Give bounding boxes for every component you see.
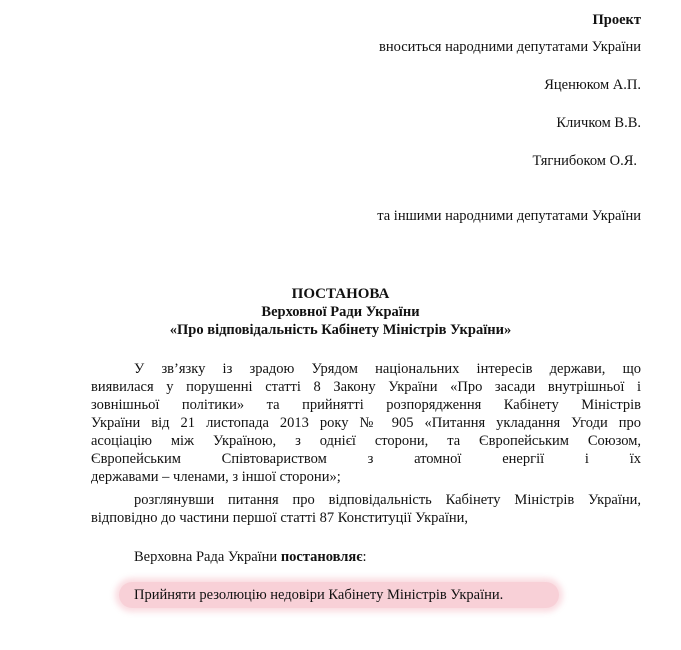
other-deputies: та іншими народними депутатами України bbox=[377, 208, 641, 224]
resolution-subject-title: «Про відповідальність Кабінету Міністрів України» bbox=[169, 322, 512, 338]
resolve-line bbox=[134, 548, 367, 566]
considering-paragraph bbox=[91, 491, 641, 527]
submitted-by: вноситься народними депутатами України bbox=[378, 39, 641, 55]
preamble-line: У зв’язку із зрадою Урядом національних інтересів держави, що bbox=[134, 361, 641, 377]
preamble-line: України від 21 листопада 2013 року № 905 «Питання укладання Угоди про bbox=[91, 415, 641, 431]
resolution-text: Прийняти резолюцію недовіри Кабінету Міністрів України. bbox=[134, 587, 504, 603]
preamble-paragraph bbox=[91, 360, 641, 486]
deputy-klychko: Кличком В.В. bbox=[556, 115, 641, 131]
document-type-title: ПОСТАНОВА bbox=[291, 286, 390, 302]
issuer-title: Верховної Ради України bbox=[261, 304, 420, 320]
considering-line: відповідно до частини першої статті 87 Конституції України, bbox=[91, 510, 469, 526]
preamble-line: виявилася у порушенні статті 8 Закону України «Про засади внутрішньої і bbox=[91, 379, 641, 395]
preamble-line: державами – членами, з іншої сторони»; bbox=[91, 469, 341, 485]
considering-line: розглянувши питання про відповідальність Кабінету Міністрів України, bbox=[134, 492, 641, 508]
preamble-line: асоціацію між Україною, з однієї сторони, та Європейським Союзом, bbox=[91, 433, 641, 449]
preamble-line: зовнішньої політики» та прийнятті розпорядження Кабінету Міністрів bbox=[91, 397, 641, 413]
preamble-line: Європейським Співтовариством з атомної енергії і їх bbox=[91, 451, 641, 467]
resolve-keyword: постановляє bbox=[280, 549, 363, 565]
deputy-tiahnybok: Тягнибоком О.Я. bbox=[532, 153, 637, 169]
resolve-prefix: Верховна Рада України bbox=[134, 549, 278, 565]
deputy-yatseniuk: Яценюком А.П. bbox=[544, 77, 641, 93]
project-label: Проект bbox=[592, 12, 641, 28]
resolve-suffix: : bbox=[362, 549, 367, 565]
